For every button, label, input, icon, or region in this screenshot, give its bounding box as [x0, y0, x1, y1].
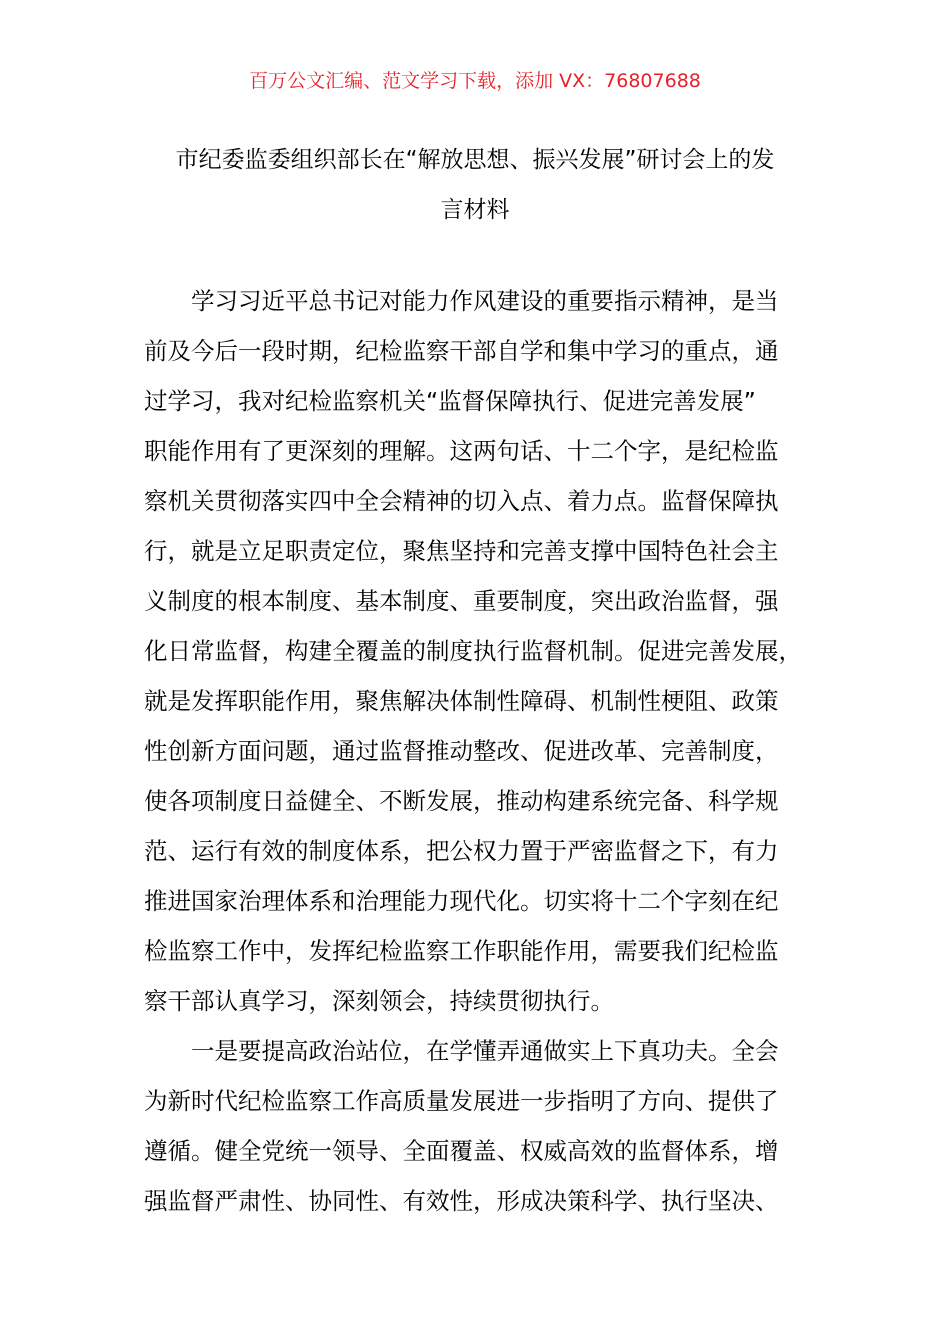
text-line: 行，就是立足职责定位，聚焦坚持和完善支撑中国特色社会主 [144, 537, 779, 565]
text-line: 为新时代纪检监察工作高质量发展进一步指明了方向、提供了 [144, 1087, 779, 1115]
paragraph [144, 276, 834, 1026]
text-line: 强监督严肃性、协同性、有效性，形成决策科学、执行坚决、 [144, 1187, 779, 1215]
text-line: 范、运行有效的制度体系，把公权力置于严密监督之下，有力 [144, 837, 779, 865]
title-line: 言材料 [440, 197, 510, 223]
document-body [144, 276, 834, 1226]
download-banner: 百万公文汇编、范文学习下载，添加 VX：76807688 [249, 70, 701, 92]
text-line: 推进国家治理体系和治理能力现代化。切实将十二个字刻在纪 [144, 887, 779, 915]
document-title [120, 135, 830, 235]
text-line: 学习习近平总书记对能力作风建设的重要指示精神，是当 [191, 287, 779, 315]
text-line: 过学习，我对纪检监察机关“监督保障执行、促进完善发展” [144, 387, 756, 415]
text-line: 就是发挥职能作用，聚焦解决体制性障碍、机制性梗阻、政策 [144, 687, 779, 715]
text-line: 使各项制度日益健全、不断发展，推动构建系统完备、科学规 [144, 787, 779, 815]
text-line: 察机关贯彻落实四中全会精神的切入点、着力点。监督保障执 [144, 487, 779, 515]
text-line: 义制度的根本制度、基本制度、重要制度，突出政治监督，强 [144, 587, 779, 615]
title-line: 市纪委监委组织部长在“解放思想、振兴发展”研讨会上的发 [175, 147, 775, 173]
paragraph [144, 1026, 834, 1226]
text-line: 检监察工作中，发挥纪检监察工作职能作用，需要我们纪检监 [144, 937, 779, 965]
text-line: 性创新方面问题，通过监督推动整改、促进改革、完善制度， [144, 737, 779, 765]
text-line: 察干部认真学习，深刻领会，持续贯彻执行。 [144, 987, 614, 1015]
text-line: 职能作用有了更深刻的理解。这两句话、十二个字，是纪检监 [144, 437, 779, 465]
text-line: 一是要提高政治站位，在学懂弄通做实上下真功夫。全会 [191, 1037, 779, 1065]
text-line: 化日常监督，构建全覆盖的制度执行监督机制。促进完善发展， [144, 637, 802, 665]
text-line: 遵循。健全党统一领导、全面覆盖、权威高效的监督体系，增 [144, 1137, 779, 1165]
text-line: 前及今后一段时期，纪检监察干部自学和集中学习的重点，通 [144, 337, 779, 365]
